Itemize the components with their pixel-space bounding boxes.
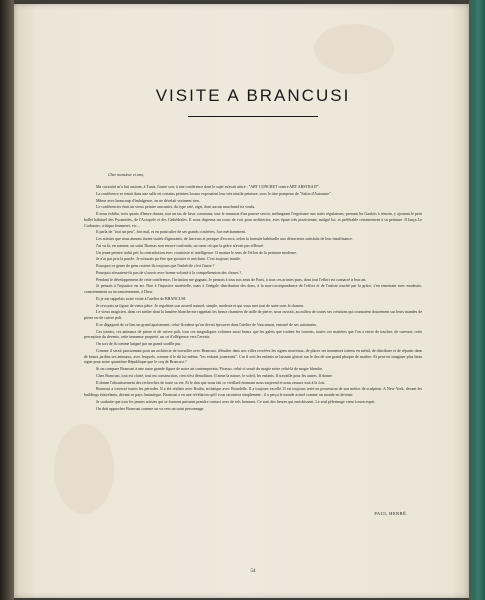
- paragraph: Comme il serait passionnant pour un architecte de travailler avec Brancusi, d'étudier dans nos villes recréées les signes nouveaux, de placer ses immenses totems en métal, de distribuer et de répartir dans de beaux jardins ses animaux, avec lesquels, comme il le dit lui-même, "les enfants joueraient". Car il voit les enfants se laissant glisser sur le dos de son grand phoque de marbre. Et peut-on imaginer plus beau signe pour notre quatrième République que le coq de Brancusi ?: [84, 347, 422, 365]
- salutation: Cher monsieur et ami,: [108, 172, 144, 177]
- book-binding: [0, 0, 14, 600]
- paragraph: Je souhaite que tous les jeunes artistes qui se forment puissent prendre contact avec de tels hommes. Ce sont des heures qui enrichissent. Le seul pèlerinage vient à mon esprit.: [96, 398, 376, 404]
- paragraph: Pourquoi n'essaient-ils pas de s'ouvrir avec bonne volonté à la compréhension des choses ?: [96, 269, 242, 275]
- book-cover-edge: [469, 0, 485, 600]
- paragraph: Un jeune peintre trahit prit la contradiction avec courtoisie et intelligence. Il montra le sens de l'effort de la peinture moderne.: [96, 249, 298, 255]
- paragraph: La conférence se tenait dans une salle où certains peintres locaux exposaient leur très inutile peinture, sous le titre pompeux de "Salon d'Automne".: [96, 190, 332, 196]
- paragraph: Il nous exhiba, trois quarts d'heure durant, tout un tas de lieux communs, tout le ramassis d'un pauvre savoir, mélangeant l'ergotisme aux traits régulateurs, prenant les Gaulois à témoin, y ajoutant le petit ballet habituel des Pyramides, de l'Acropole et des Cathédrales. Il nous dispensa un cours de voir pour architectes, avec épure très pizzicienne, malgré lui, et préférable certainement à sa peinture. Il lança Le Corbusier, critiqua Jeanneret, etc...: [84, 211, 422, 228]
- paragraph: Le vieux magicien, dans cet atelier dont la lumière blanche me rappelait les beaux chantiers de taille de pierre, nous ouvrait, au milieu de toutes ses créations qui tournaient doucement sur leurs mandes de pierre ou de cuivre poli.: [84, 309, 422, 320]
- paragraph: On sort de là comme baigné par un grand souffle pur.: [96, 341, 182, 346]
- page-number: 54: [250, 569, 256, 574]
- author-signature: PAUL HERBÉ.: [374, 511, 408, 516]
- paragraph: Brancusi a traversé toutes les périodes. Il a été réaliste avec Rodin, archaïque avec Bourdelle. Il a toujours excellé. Il est toujours resté en possession de son métier de sculpteur. A New-York, devant les buildings étincelants, devant ce pays fantastique, Brancusi a eu une révélation qu'il vous racontera simplement : il a perçu le monde actuel comme un monde en devenir.: [84, 386, 422, 397]
- paragraph: Il parla de "tout un peu", fort mal, et en particulier de ses grands confrères, fort méchamment.: [96, 229, 246, 235]
- paragraph: Le conférencier était un vieux peintre rancunier, du type raté, aigri, dont aucun marchand n'a voulu.: [96, 204, 256, 210]
- paper-stain: [54, 424, 114, 514]
- paragraph: Et je me rappelais notre visite à l'atelier de BRANCUSI.: [96, 295, 187, 301]
- paragraph: Il donne l'aboutissement des recherches de toute sa vie. Et le don que nous fait ce vieillard étonnant nous surprend et nous rassure tout à la fois.: [96, 379, 326, 385]
- paragraph: Pourquoi ce genre de gens croient-ils toujours que l'imbécile c'est l'autre ?: [96, 263, 215, 268]
- paragraph: Chez Brancusi, tout est clarté, tout est construction, rien n'est démolition. Il aime la nature, le soleil, les enfants. Il travaille pour les autres. Il donne.: [96, 372, 333, 378]
- article-title: VISITE A BRANCUSI: [155, 86, 351, 105]
- paragraph: Pendant le développement de cette conférence, l'irritation me gagnait. Je pensais à tous nos amis de Paris, à tous ces artistes purs, dont tout l'effort est consacré à leur art.: [96, 276, 367, 282]
- paragraph: Si on compare Brancusi à une autre grande figure de notre art contemporain, Picasso, celui-ci serait du magie noire celui-là de magie blanche.: [96, 366, 324, 371]
- paragraph: Je n'ai pas pris la parole. Je m'aurais pu être que grossier et méchant. C'est toujours inutile.: [96, 256, 241, 262]
- paragraph: J'ai vu là, en somme, un saint Thomas non encore confondu, un cœur où que la grâce n'avait pas effleuré.: [96, 242, 265, 248]
- title-rule: [188, 116, 318, 117]
- paragraph: Les artistes que nous aimons furent traités d'ignorants, de farceurs et presque d'escrocs, selon la formule habituelle aux détracteurs satisfaits de leur insuffisance.: [96, 236, 353, 241]
- paragraph: Je revoyais sa figure de vieux pâtre. Je regoûtais son accueil naturel, simple, modeste et qui vous met tout de suite sous le charme.: [96, 302, 305, 308]
- paragraph: Ces totems, ces animaux de pierre et de cuivre poli, tous ces magnifiques volumes aussi beaux que les galets que roulent les torrents, toutes ces matières que l'on a envie de toucher, de caresser, cette perception du devenir, cette immense propreté, un cri d'allégresse vers l'avenir.: [84, 328, 422, 340]
- book-page: [14, 4, 469, 598]
- paragraph: On doit approcher Brancusi comme on va vers un saint personnage.: [96, 405, 205, 411]
- paragraph: Il se dégageait de ce lieu un grand apaisement, celui-là même qu'on devait éprouver dans l'atelier de Vaucanson, entouré de ses automates.: [96, 321, 318, 327]
- paragraph: Ma curiosité m'a fait assister, à Tunis, l'autre soir, à une conférence dont le sujet m'avait attiré : "ART CONCRET contre ART ABSTRAIT".: [96, 184, 320, 189]
- paragraph: Je pensais à l'injustice en art. Non à l'injustice matérielle, mais à l'inégale distribution des dons, à la non-correspondance de l'effort et de l'artiste touché par la grâce, s'en remettant avec modestie, consciemment ou inconsciemment, à Dieu.: [84, 283, 422, 294]
- article-body: [84, 184, 422, 411]
- paper-stain: [314, 24, 394, 74]
- paragraph: Même avec beaucoup d'indulgence, on ne décelait vraiment rien.: [96, 197, 200, 203]
